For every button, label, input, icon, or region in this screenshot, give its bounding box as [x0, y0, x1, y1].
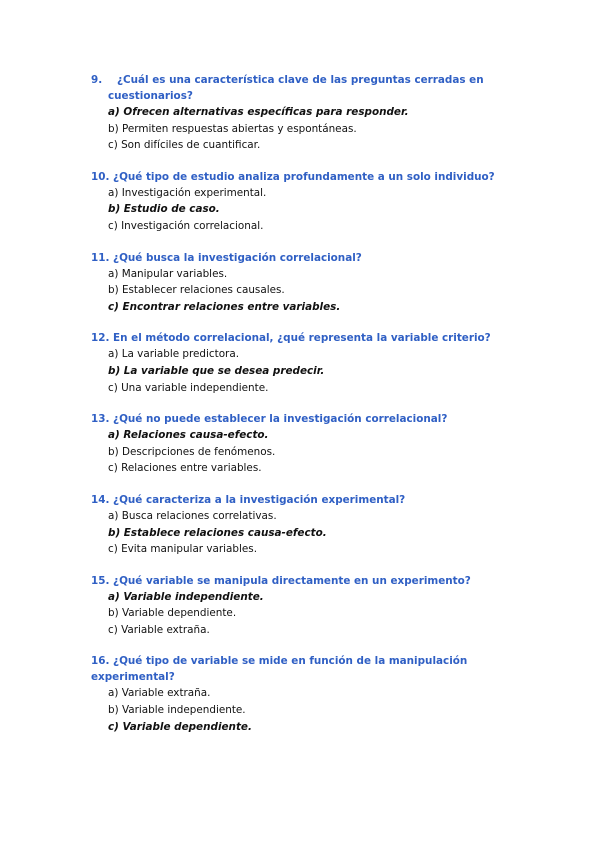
answer-options [91, 266, 527, 316]
question-text: ¿Cuál es una característica clave de las preguntas cerradas en [117, 74, 484, 86]
question-title [91, 492, 527, 508]
answer-option-a: a) Relaciones causa-efecto. [108, 429, 269, 442]
question-text: ¿Qué caracteriza a la investigación experimental? [113, 493, 406, 506]
question-title [91, 411, 527, 427]
answer-option-a: a) Variable extraña. [108, 687, 211, 700]
question-title [91, 72, 527, 88]
answer-option-b: b) Permiten respuestas abiertas y espontáneas. [108, 122, 357, 135]
question-number: 14. [91, 493, 110, 506]
question-number: 11. [91, 251, 110, 264]
answer-option-c: c) Variable extraña. [108, 623, 210, 636]
question-number: 9. [91, 74, 103, 86]
answer-options [91, 508, 527, 558]
answer-option-b: b) La variable que se desea predecir. [108, 364, 325, 377]
question-text: ¿Qué variable se manipula directamente en un experimento? [113, 574, 471, 587]
question-11 [91, 250, 527, 316]
question-number: 13. [91, 413, 110, 426]
question-title [91, 250, 527, 266]
answer-option-c: c) Evita manipular variables. [108, 543, 258, 556]
answer-option-b: b) Establecer relaciones causales. [108, 284, 285, 297]
answer-option-c: c) Encontrar relaciones entre variables. [108, 300, 341, 313]
answer-option-b: b) Variable dependiente. [108, 607, 237, 620]
question-text: ¿Qué busca la investigación correlacional? [113, 251, 362, 264]
answer-option-b: b) Descripciones de fenómenos. [108, 445, 276, 458]
question-number: 12. [91, 332, 110, 345]
answer-option-c: c) Relaciones entre variables. [108, 462, 262, 475]
answer-options [91, 427, 527, 477]
answer-option-b: b) Estudio de caso. [108, 203, 220, 216]
question-title-continued: cuestionarios? [108, 90, 193, 102]
answer-option-b: b) Establece relaciones causa-efecto. [108, 526, 327, 539]
answer-option-a: a) La variable predictora. [108, 348, 240, 361]
answer-option-c: c) Son difíciles de cuantificar. [108, 139, 261, 152]
answer-options [91, 104, 527, 154]
question-title [91, 169, 527, 185]
question-number: 15. [91, 574, 110, 587]
answer-option-c: c) Variable dependiente. [108, 720, 252, 733]
question-10 [91, 169, 527, 235]
question-title [91, 653, 527, 685]
answer-option-b: b) Variable independiente. [108, 704, 246, 717]
question-9 [91, 72, 527, 154]
question-number: 16. [91, 655, 110, 668]
answer-option-c: c) Una variable independiente. [108, 381, 269, 394]
answer-option-a: a) Busca relaciones correlativas. [108, 509, 277, 522]
question-title [91, 573, 527, 589]
answer-options [91, 346, 527, 396]
answer-option-a: a) Ofrecen alternativas específicas para responder. [108, 106, 409, 118]
question-text: ¿Qué no puede establecer la investigación correlacional? [113, 413, 448, 426]
answer-options [91, 685, 527, 735]
question-number: 10. [91, 170, 110, 183]
question-16 [91, 653, 527, 735]
answer-option-c: c) Investigación correlacional. [108, 219, 264, 232]
answer-option-a: a) Variable independiente. [108, 590, 264, 603]
answer-options [91, 589, 527, 639]
question-title [91, 330, 527, 346]
question-text: ¿Qué tipo de variable se mide en función de la manipulación experimental? [91, 655, 468, 684]
question-13 [91, 411, 527, 477]
question-15 [91, 573, 527, 639]
quiz-page [91, 72, 527, 750]
question-text: ¿Qué tipo de estudio analiza profundamente a un solo individuo? [113, 170, 495, 183]
answer-options [91, 185, 527, 235]
question-14 [91, 492, 527, 558]
question-text: En el método correlacional, ¿qué representa la variable criterio? [113, 332, 491, 345]
question-12 [91, 330, 527, 396]
answer-option-a: a) Investigación experimental. [108, 186, 267, 199]
answer-option-a: a) Manipular variables. [108, 267, 228, 280]
